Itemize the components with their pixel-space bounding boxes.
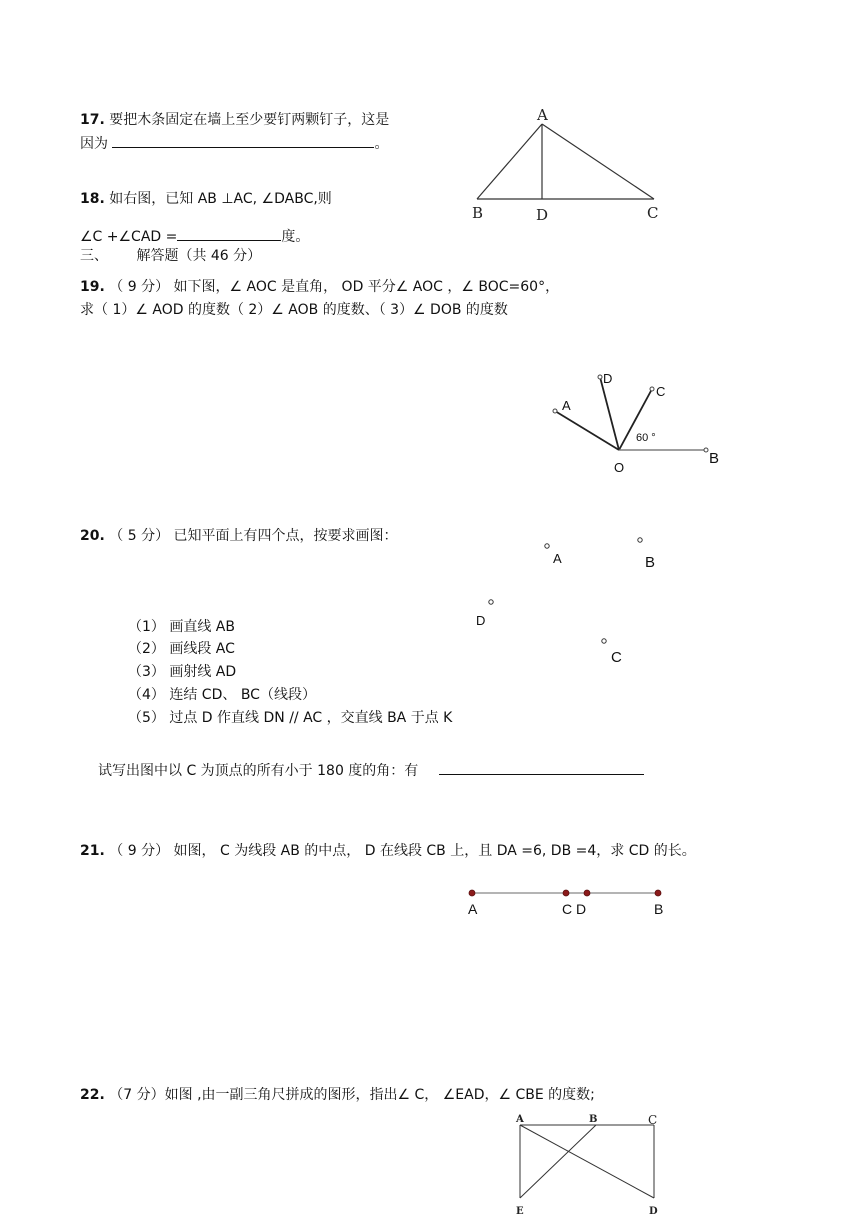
fig21-label-cd: C D (562, 901, 587, 917)
q17-prefix: 因为 (80, 136, 108, 152)
section-heading (80, 247, 261, 265)
fig21-label-a: A (468, 901, 478, 917)
fig20-label-b: B (645, 554, 656, 571)
fig19-label-o: O (614, 460, 625, 475)
q19-text-line1: （ 9 分） 如下图，∠ AOC 是直角， OD 平分∠ AOC ，∠ BOC=60°， (109, 279, 560, 295)
fig20-label-d: D (476, 613, 486, 628)
q18-suffix: 度。 (281, 229, 310, 245)
q21-number: 21. (80, 843, 105, 859)
fig22-label-c: C (648, 1113, 658, 1127)
q20-question-text: 试写出图中以 C 为顶点的所有小于 180 度的角：有 (98, 763, 419, 779)
q22-line (80, 1086, 595, 1104)
q17-text: 要把木条固定在墙上至少要钉两颗钉子，这是 (109, 112, 390, 128)
q20-intro: （ 5 分） 已知平面上有四个点，按要求画图： (109, 528, 398, 544)
q19-text-line2: 求（ 1）∠ AOD 的度数（ 2）∠ AOB 的度数、（ 3）∠ DOB 的度数 (80, 302, 508, 318)
q17-number: 17. (80, 112, 105, 128)
q19-line2 (80, 301, 508, 319)
q20-step-3: （3） 画射线 AD (128, 664, 237, 680)
fig17-label-c: C (647, 204, 659, 222)
fig20-label-c: C (611, 649, 622, 666)
q22-number: 22. (80, 1087, 105, 1103)
fig17-label-d: D (536, 206, 549, 224)
q20-step-1: （1） 画直线 AB (128, 619, 235, 635)
q18-text: 如右图，已知 AB ⊥AC, ∠DABC,则 (109, 191, 332, 207)
section-title: 解答题（共 46 分） (136, 248, 262, 264)
q20-question (98, 760, 644, 780)
fig19-label-a: A (562, 398, 571, 413)
fig22-label-e: E (516, 1206, 524, 1217)
q20-number: 20. (80, 528, 105, 544)
q20-step-5: （5） 过点 D 作直线 DN // AC ，交直线 BA 于点 K (128, 710, 453, 726)
q19-number: 19. (80, 279, 105, 295)
fig21-label-b: B (654, 901, 664, 917)
fig19-angle-label: 60 ° (636, 432, 656, 444)
fig19-label-b: B (709, 450, 720, 467)
q22-text: （7 分）如图 ,由一副三角尺拼成的图形，指出∠ C， ∠EAD，∠ CBE 的度数; (109, 1087, 595, 1103)
q20-step-4: （4） 连结 CD、 BC（线段） (128, 687, 316, 703)
section-number: 三、 (80, 248, 108, 264)
q20-answer-blank[interactable] (439, 760, 644, 775)
q18-line1 (80, 190, 332, 208)
q17-answer-blank[interactable] (112, 133, 374, 148)
q18-line2 (80, 226, 309, 246)
fig22-label-a: A (516, 1114, 524, 1125)
fig22-label-d: D (649, 1206, 658, 1217)
q21-text: （ 9 分） 如图， C 为线段 AB 的中点， D 在线段 CB 上，且 DA =6, DB =4，求 CD 的长。 (109, 843, 696, 859)
q19-line1 (80, 278, 559, 296)
fig20-label-a: A (553, 551, 562, 566)
fig19-label-c: C (656, 384, 666, 399)
q18-prefix: ∠C +∠CAD = (80, 229, 178, 245)
fig17-label-a: A (537, 106, 548, 124)
q20-intro-line (80, 527, 398, 545)
fig19-label-d: D (603, 371, 613, 386)
q20-step-2: （2） 画线段 AC (128, 641, 235, 657)
q18-number: 18. (80, 191, 105, 207)
q18-answer-blank[interactable] (177, 226, 281, 241)
q17-line1 (80, 111, 389, 129)
fig17-label-b: B (472, 204, 484, 222)
q21-line (80, 842, 696, 860)
fig22-label-b: B (589, 1114, 598, 1125)
q17-line2 (80, 133, 388, 153)
q17-suffix: 。 (374, 136, 389, 152)
